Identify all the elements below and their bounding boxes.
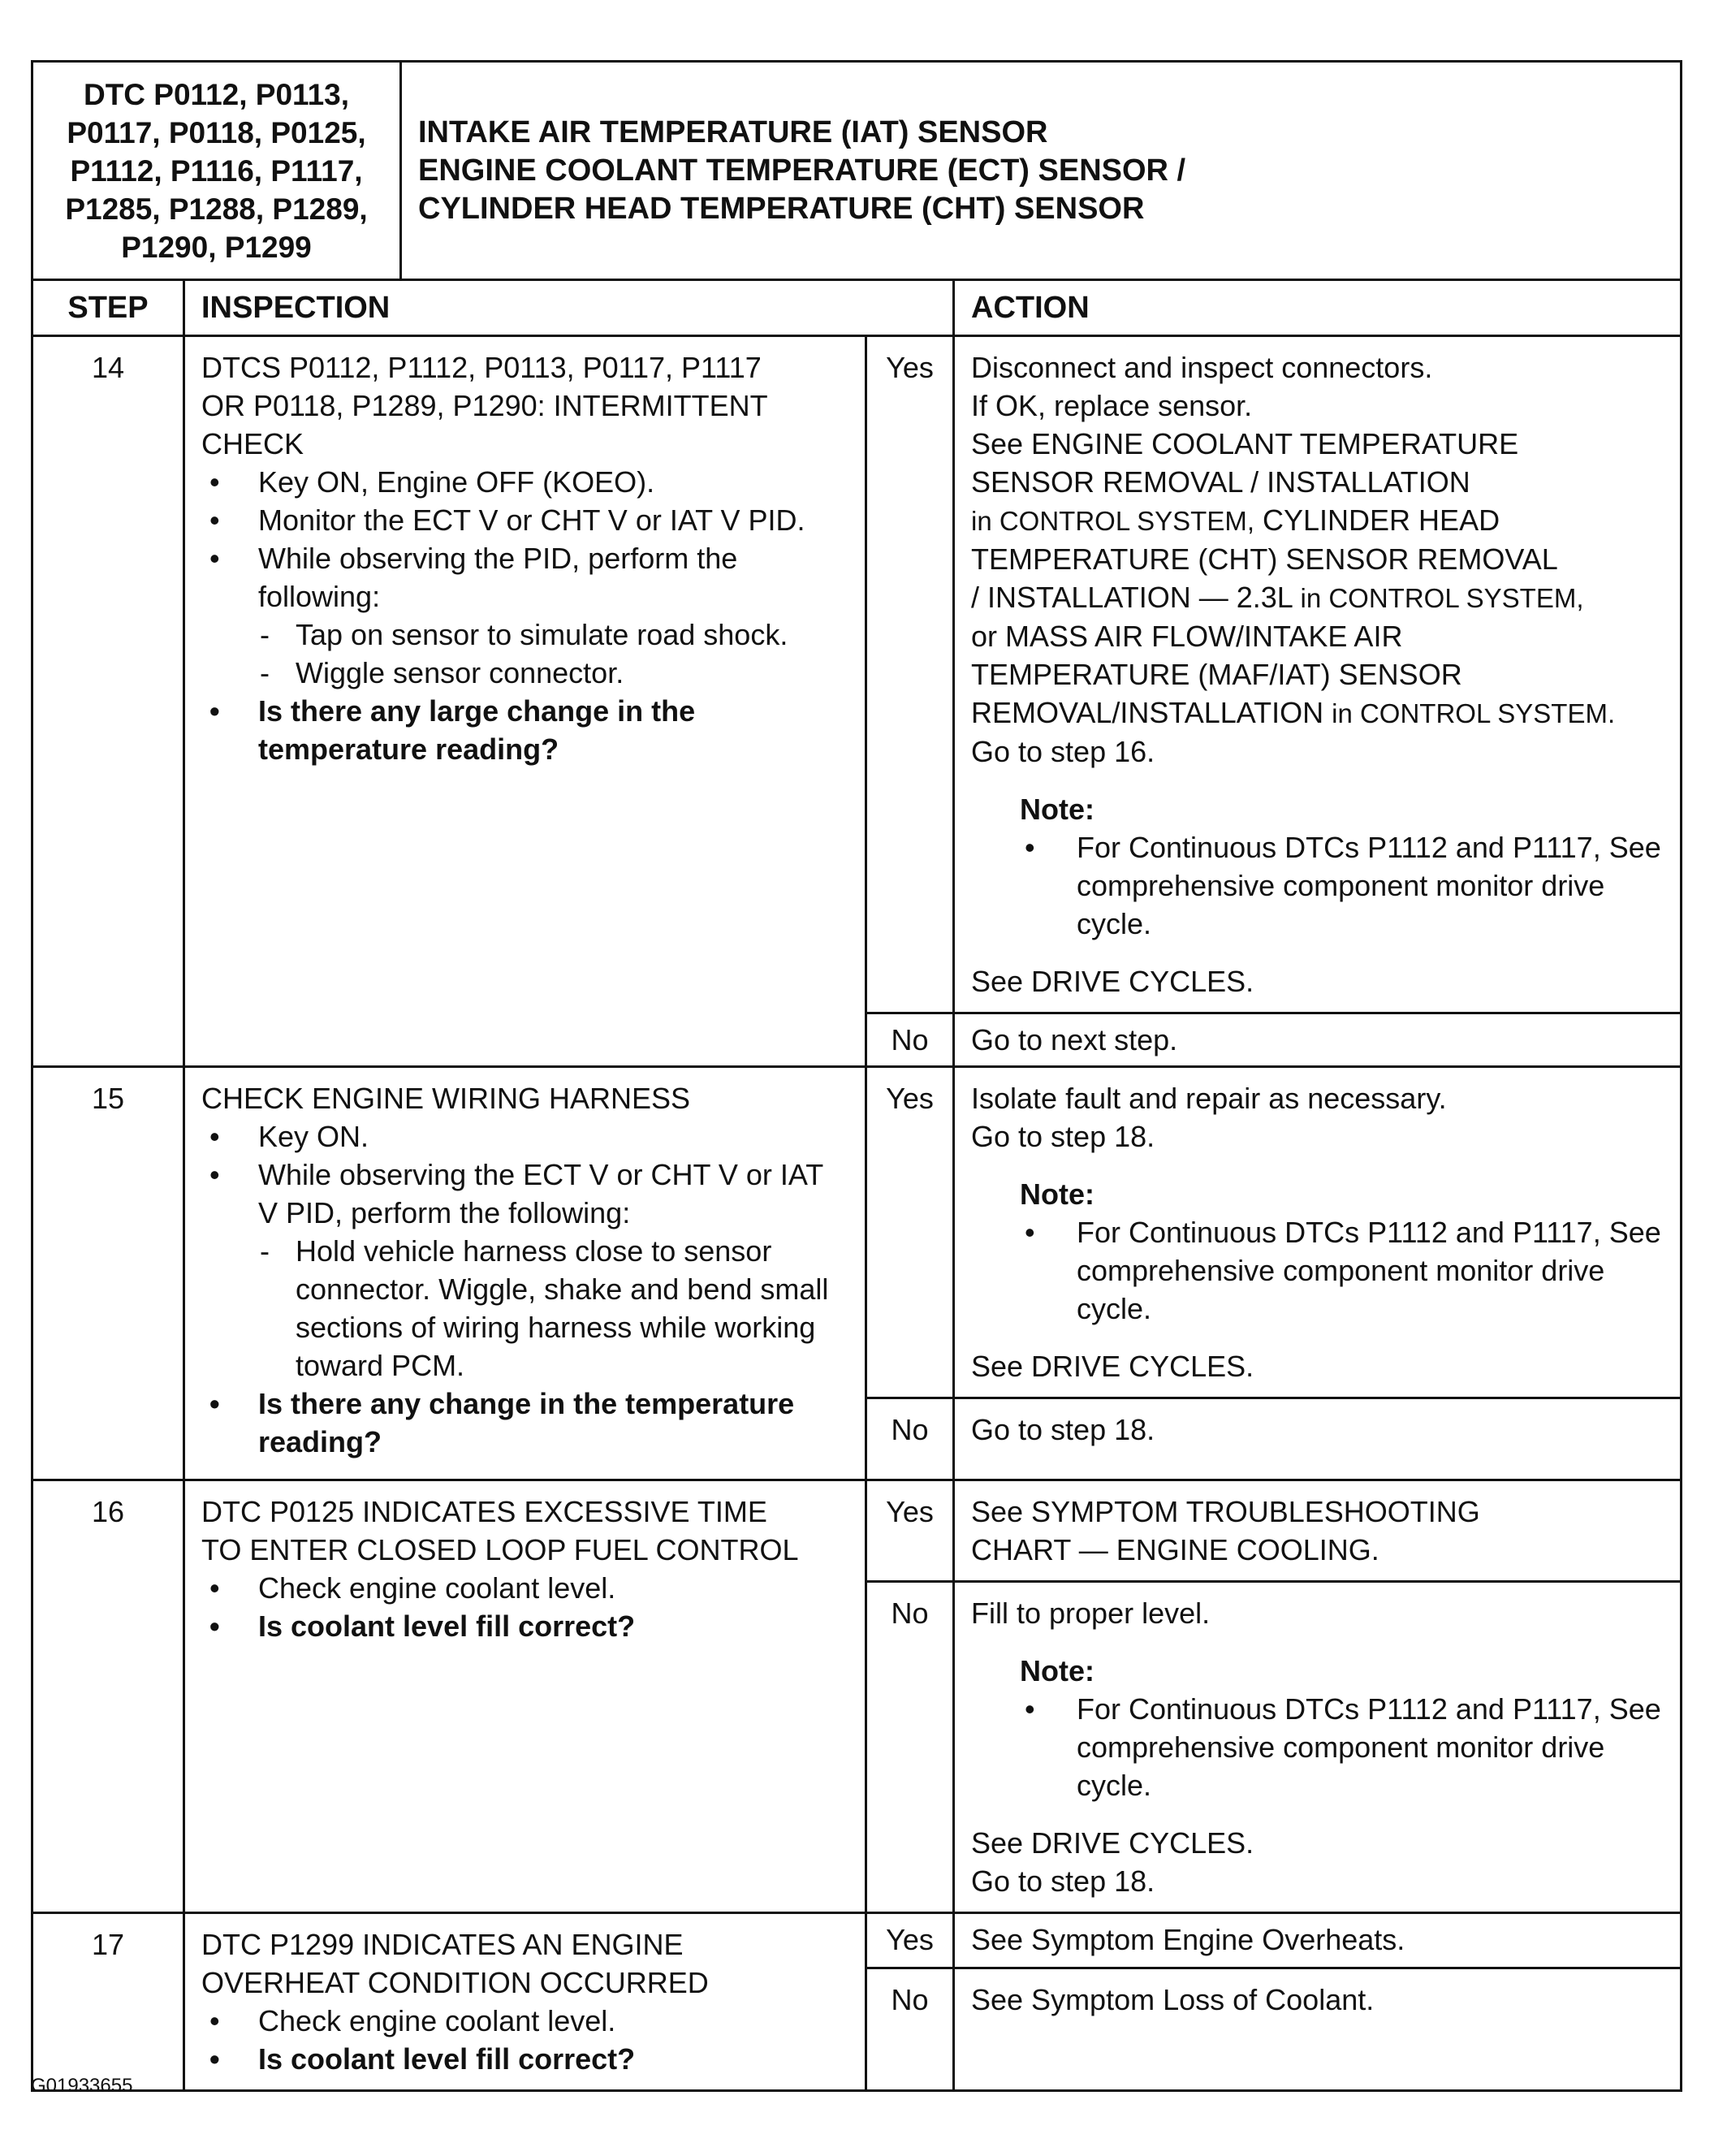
sub-list-item: - Hold vehicle harness close to sensor connector. Wiggle, shake and bend small sections of wiring harness while working toward PCM. (258, 1232, 850, 1385)
note-heading: Note: (1020, 1177, 1094, 1211)
yes-label: Yes (866, 1480, 954, 1582)
step-row (32, 336, 1682, 1013)
step-row (32, 1913, 1682, 1968)
list-item: • Check engine coolant level. (201, 2002, 850, 2040)
no-action: See Symptom Loss of Coolant. (954, 1968, 1682, 2091)
inspection-bullets (201, 1117, 850, 1461)
note-heading: Note: (1020, 1654, 1094, 1687)
no-action-cell (954, 1582, 1682, 1913)
reference-location: in CONTROL SYSTEM. (1332, 698, 1616, 728)
see-reference: See DRIVE CYCLES. (971, 1826, 1254, 1860)
note-heading: Note: (1020, 793, 1094, 826)
step-number: 16 (32, 1480, 184, 1913)
see-reference: See DRIVE CYCLES. (971, 965, 1254, 998)
inspection-title: DTCS P0112, P1112, P0113, P0117, P1117 OR P0118, P1289, P1290: INTERMITTENT CHECK (201, 351, 768, 460)
action-line: Fill to proper level. (971, 1596, 1211, 1630)
no-label: No (866, 1968, 954, 2091)
list-item (201, 1156, 850, 1385)
no-action: Go to next step. (954, 1013, 1682, 1067)
goto-step: Go to step 18. (971, 1120, 1155, 1153)
note-text: • For Continuous DTCs P1112 and P1117, See comprehensive component monitor drive cycle. (1020, 828, 1672, 943)
inspection-question: • Is coolant level fill correct? (201, 2040, 850, 2078)
list-item: • Monitor the ECT V or CHT V or IAT V PID. (201, 501, 850, 539)
note-box (1020, 1652, 1672, 1804)
inspection-bullets (201, 2002, 850, 2078)
reference-text: or MASS AIR FLOW/INTAKE AIR TEMPERATURE (MAF/IAT) SENSOR REMOVAL/INSTALLATION (971, 620, 1462, 729)
figure-id: G01933655 (31, 2075, 133, 2097)
no-action: Go to step 18. (954, 1398, 1682, 1480)
yes-action: See Symptom Engine Overheats. (954, 1913, 1682, 1968)
step-number: 15 (32, 1067, 184, 1480)
yes-label: Yes (866, 336, 954, 1013)
note-text: • For Continuous DTCs P1112 and P1117, See comprehensive component monitor drive cycle. (1020, 1213, 1672, 1328)
dtc-codes-cell: DTC P0112, P0113, P0117, P0118, P0125, P1112, P1116, P1117, P1285, P1288, P1289, P1290, P1299 (32, 62, 401, 280)
no-label: No (866, 1013, 954, 1067)
note-box (1020, 1175, 1672, 1328)
list-item-text: While observing the PID, perform the following: (258, 542, 738, 613)
note-box (1020, 790, 1672, 943)
step-number: 14 (32, 336, 184, 1067)
reference-location: in CONTROL SYSTEM, (971, 506, 1254, 536)
list-item-text: While observing the ECT V or CHT V or IAT V PID, perform the following: (258, 1158, 823, 1229)
yes-action-cell (954, 1067, 1682, 1398)
inspection-cell (184, 1067, 866, 1480)
yes-action: See SYMPTOM TROUBLESHOOTING CHART — ENGINE COOLING. (954, 1480, 1682, 1582)
inspection-bullets (201, 463, 850, 768)
list-item: • Key ON. (201, 1117, 850, 1156)
sensor-title-cell: INTAKE AIR TEMPERATURE (IAT) SENSOR ENGINE COOLANT TEMPERATURE (ECT) SENSOR / CYLINDER HEAD TEMPERATURE (CHT) SENSOR (401, 62, 1682, 280)
step-column-header: STEP (32, 280, 184, 336)
inspection-cell (184, 1913, 866, 2091)
reference-text: CYLINDER HEAD TEMPERATURE (CHT) SENSOR REMOVAL / INSTALLATION — 2.3L (971, 503, 1558, 614)
list-item (201, 539, 850, 692)
action-line: Disconnect and inspect connectors. (971, 351, 1433, 384)
inspection-question: • Is there any large change in the temperature reading? (201, 692, 850, 768)
see-reference: See DRIVE CYCLES. (971, 1350, 1254, 1383)
action-column-header: ACTION (954, 280, 1682, 336)
reference-text: See ENGINE COOLANT TEMPERATURE SENSOR REMOVAL / INSTALLATION (971, 427, 1519, 499)
yes-action-cell (954, 336, 1682, 1013)
inspection-title: CHECK ENGINE WIRING HARNESS (201, 1082, 691, 1115)
step-row (32, 1067, 1682, 1398)
step-row (32, 1480, 1682, 1582)
inspection-question: • Is there any change in the temperature reading? (201, 1385, 850, 1461)
inspection-cell (184, 336, 866, 1067)
inspection-title: DTC P0125 INDICATES EXCESSIVE TIME TO ENTER CLOSED LOOP FUEL CONTROL (201, 1495, 799, 1566)
action-line: If OK, replace sensor. (971, 389, 1253, 422)
inspection-question: • Is coolant level fill correct? (201, 1607, 850, 1645)
list-item: • Check engine coolant level. (201, 1569, 850, 1607)
action-reference (971, 425, 1672, 732)
sub-list (258, 616, 850, 692)
inspection-bullets (201, 1569, 850, 1645)
yes-label: Yes (866, 1067, 954, 1398)
goto-step: Go to step 16. (971, 735, 1155, 768)
steps-table (31, 279, 1682, 2092)
sub-list-item: - Wiggle sensor connector. (258, 654, 850, 692)
column-header-row (32, 280, 1682, 336)
yes-label: Yes (866, 1913, 954, 1968)
diagnostic-procedure-page (31, 60, 1682, 2092)
list-item: • Key ON, Engine OFF (KOEO). (201, 463, 850, 501)
step-number: 17 (32, 1913, 184, 2091)
inspection-column-header: INSPECTION (184, 280, 954, 336)
sub-list (258, 1232, 850, 1385)
no-label: No (866, 1398, 954, 1480)
inspection-title: DTC P1299 INDICATES AN ENGINE OVERHEAT CONDITION OCCURRED (201, 1928, 709, 1999)
sub-list-item: - Tap on sensor to simulate road shock. (258, 616, 850, 654)
dtc-header-table (31, 60, 1682, 281)
inspection-cell (184, 1480, 866, 1913)
reference-location: in CONTROL SYSTEM, (1300, 583, 1584, 613)
action-line: Isolate fault and repair as necessary. (971, 1082, 1447, 1115)
goto-step: Go to step 18. (971, 1864, 1155, 1898)
no-label: No (866, 1582, 954, 1913)
note-text: • For Continuous DTCs P1112 and P1117, See comprehensive component monitor drive cycle. (1020, 1690, 1672, 1804)
